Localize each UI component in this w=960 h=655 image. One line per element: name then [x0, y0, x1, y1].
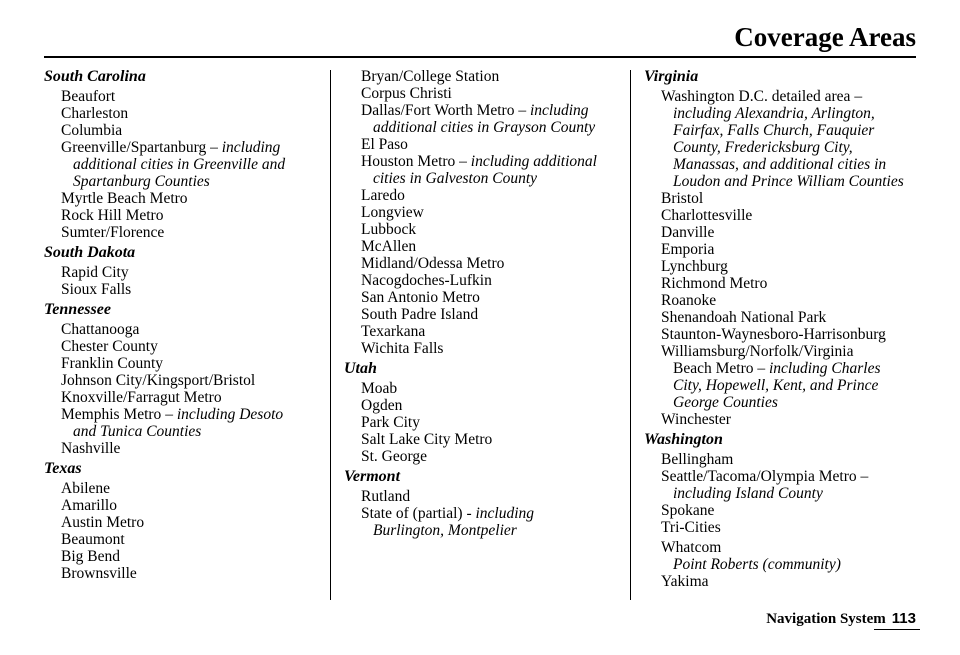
city-note: Loudon and Prince William Counties [673, 173, 904, 190]
list-item: McAllen [361, 238, 417, 255]
city-name: Greenville/Spartanburg [61, 139, 207, 156]
list-item: Columbia [61, 122, 123, 139]
state-heading-washington: Washington [644, 431, 723, 448]
city-note: including Alexandria, Arlington, [673, 105, 875, 122]
list-item: Park City [361, 414, 420, 431]
separator: – [753, 360, 769, 377]
list-item [644, 88, 934, 190]
city-name: Washington D.C. detailed area [661, 88, 851, 105]
list-item: Lynchburg [661, 258, 728, 275]
list-item: Richmond Metro [661, 275, 768, 292]
list-item: Beaumont [61, 531, 125, 548]
state-heading-texas: Texas [44, 460, 82, 477]
city-note: Burlington, Montpelier [373, 522, 517, 539]
city-note: additional cities in Grayson County [373, 119, 596, 136]
list-item: Charlottesville [661, 207, 753, 224]
list-item: Lubbock [361, 221, 417, 238]
list-item: Nashville [61, 440, 121, 457]
state-heading-virginia: Virginia [644, 68, 699, 85]
city-name: Whatcom [661, 539, 722, 556]
list-item [44, 406, 326, 440]
list-item: Franklin County [61, 355, 164, 372]
list-item: Austin Metro [61, 514, 145, 531]
list-item: Amarillo [61, 497, 117, 514]
list-item: South Padre Island [361, 306, 479, 323]
list-item [644, 468, 934, 502]
column-divider [330, 70, 331, 600]
state-heading-south-dakota: South Dakota [44, 244, 136, 261]
city-note: including [529, 102, 589, 119]
list-item [644, 343, 934, 411]
list-item: Shenandoah National Park [661, 309, 827, 326]
list-item: Wichita Falls [361, 340, 444, 357]
list-item: Rapid City [61, 264, 129, 281]
state-heading-vermont: Vermont [344, 468, 401, 485]
list-item: Chester County [61, 338, 158, 355]
separator: – [850, 88, 863, 105]
list-item: Staunton-Waynesboro-Harrisonburg [661, 326, 886, 343]
list-item: Longview [361, 204, 424, 221]
column-divider [630, 70, 631, 600]
list-item: Tri-Cities [661, 519, 721, 536]
list-item: Roanoke [661, 292, 717, 309]
city-name: Williamsburg/Norfolk/Virginia [661, 343, 854, 360]
footer-label: Navigation System [766, 611, 886, 627]
list-item: Big Bend [61, 548, 120, 565]
city-note: cities in Galveston County [373, 170, 538, 187]
city-note: City, Hopewell, Kent, and Prince [673, 377, 879, 394]
separator: – [514, 102, 530, 119]
list-item: San Antonio Metro [361, 289, 480, 306]
separator: – [206, 139, 222, 156]
column-1 [44, 68, 326, 582]
column-2 [344, 68, 624, 539]
list-item: Bellingham [661, 451, 734, 468]
separator: – [856, 468, 869, 485]
list-item: El Paso [361, 136, 408, 153]
state-heading-south-carolina: South Carolina [44, 68, 146, 85]
city-name: Dallas/Fort Worth Metro [361, 102, 515, 119]
list-item: Texarkana [361, 323, 426, 340]
list-item: Bryan/College Station [361, 68, 500, 85]
list-item: St. George [361, 448, 428, 465]
list-item: Rutland [361, 488, 411, 505]
city-name: State of (partial) [361, 505, 463, 522]
state-heading-tennessee: Tennessee [44, 301, 111, 318]
city-note: additional cities in Greenville and [73, 156, 286, 173]
list-item: Corpus Christi [361, 85, 452, 102]
state-heading-utah: Utah [344, 360, 377, 377]
list-item: Chattanooga [61, 321, 140, 338]
separator: – [455, 153, 471, 170]
page-title: Coverage Areas [734, 22, 916, 52]
city-name: Houston Metro [361, 153, 456, 170]
page-number: 113 [891, 610, 916, 627]
list-item: Moab [361, 380, 398, 397]
list-item [344, 505, 624, 539]
city-note: including Charles [768, 360, 881, 377]
list-item [44, 139, 326, 190]
city-note: including Desoto [176, 406, 284, 423]
list-item: Abilene [61, 480, 111, 497]
city-note: County, Fredericksburg City, [673, 139, 853, 156]
list-item: Midland/Odessa Metro [361, 255, 505, 272]
city-note: Fairfax, Falls Church, Fauquier [673, 122, 875, 139]
list-item: Spokane [661, 502, 715, 519]
list-item: Sioux Falls [61, 281, 132, 298]
city-note: including [475, 505, 535, 522]
city-note: Spartanburg Counties [73, 173, 210, 190]
list-item: Charleston [61, 105, 129, 122]
list-item: Bristol [661, 190, 704, 207]
column-3 [644, 68, 934, 590]
list-item: Laredo [361, 187, 405, 204]
list-item [344, 102, 624, 136]
page-footer [766, 610, 916, 628]
city-note: and Tunica Counties [73, 423, 202, 440]
list-item: Rock Hill Metro [61, 207, 164, 224]
list-item [344, 153, 624, 187]
footer-divider [874, 629, 920, 630]
list-item: Yakima [661, 573, 709, 590]
separator: – [161, 406, 177, 423]
city-name: Memphis Metro [61, 406, 162, 423]
list-item: Ogden [361, 397, 403, 414]
list-item: Knoxville/Farragut Metro [61, 389, 222, 406]
city-name: Seattle/Tacoma/Olympia Metro [661, 468, 857, 485]
list-item: Johnson City/Kingsport/Bristol [61, 372, 256, 389]
city-note: including Island County [673, 485, 823, 502]
city-note: including [221, 139, 281, 156]
title-divider [44, 56, 916, 58]
list-item: Sumter/Florence [61, 224, 165, 241]
list-item [644, 539, 934, 573]
list-item: Myrtle Beach Metro [61, 190, 188, 207]
list-item: Beaufort [61, 88, 116, 105]
list-item: Salt Lake City Metro [361, 431, 493, 448]
city-note: Point Roberts (community) [673, 556, 841, 573]
list-item: Danville [661, 224, 715, 241]
city-name: Beach Metro [673, 360, 754, 377]
separator: - [462, 505, 476, 522]
city-note: Manassas, and additional cities in [673, 156, 887, 173]
list-item: Nacogdoches-Lufkin [361, 272, 492, 289]
city-note: including additional [470, 153, 597, 170]
city-note: George Counties [673, 394, 778, 411]
list-item: Winchester [661, 411, 731, 428]
list-item: Emporia [661, 241, 715, 258]
list-item: Brownsville [61, 565, 137, 582]
